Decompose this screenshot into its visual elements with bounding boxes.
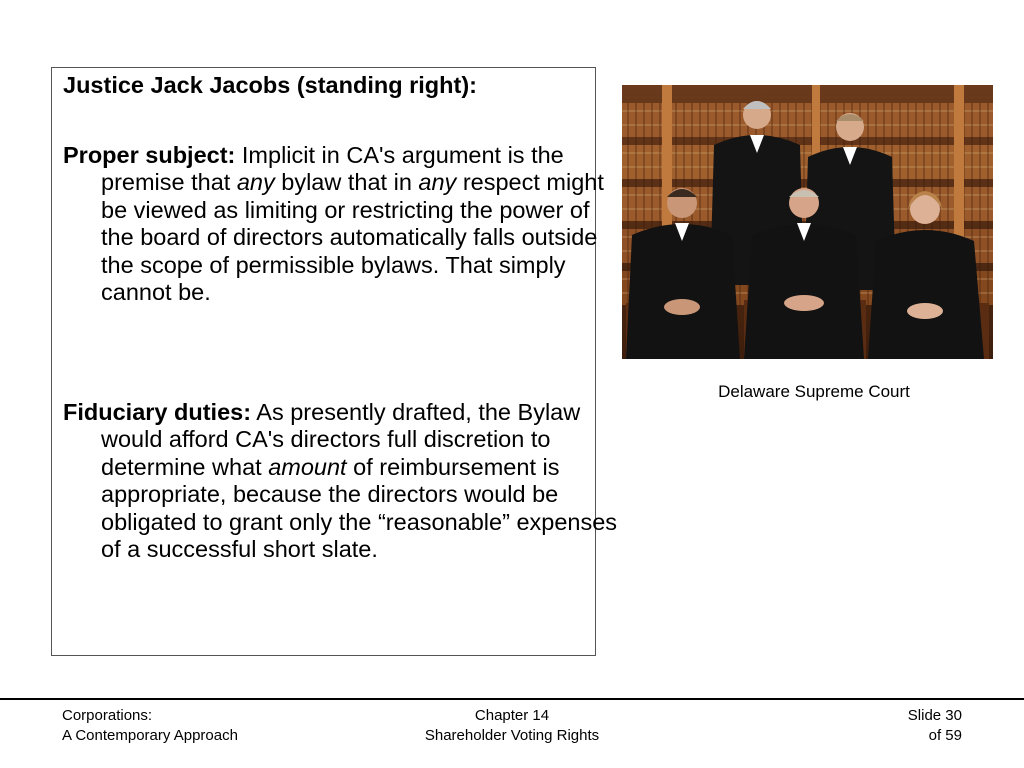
footer-right-line-2: of 59 [928,727,962,744]
para1-emphasis-2: any [418,169,457,196]
quote-text-box [51,67,618,656]
footer-divider [0,698,1024,700]
para2-text-2: of reimbursement is appropriate, because the directors would be obligated to grant only the “reasonable” expenses of a successful short slate. [101,453,618,563]
para1-emphasis-1: any [236,169,275,196]
para1-text-3: respect might be viewed as limiting or restricting the power of the board of directors automatically falls outside the scope of permissible bylaws. That simply cannot be. [101,169,604,306]
footer-chapter [380,706,644,746]
fiduciary-duties-paragraph [63,399,626,563]
footer-center-line-2: Shareholder Voting Rights [424,727,600,744]
para2-emphasis-1: amount [268,453,347,480]
footer-left-line-1: Corporations: [62,707,153,724]
para1-text-1: Implicit in CA's argument is the premise that [101,142,564,196]
slide-heading: Justice Jack Jacobs (standing right): [63,72,477,98]
proper-subject-label: Proper subject: [63,142,236,168]
proper-subject-paragraph [63,142,626,306]
fiduciary-duties-label: Fiduciary duties: [63,399,252,425]
footer-course-title [62,706,238,746]
footer-right-line-1: Slide 30 [907,707,962,724]
para1-text-2: bylaw that in [274,169,419,196]
para2-text-1: As presently drafted, the Bylaw would afford CA's directors full discretion to determine what [101,399,581,480]
photo-caption: Delaware Supreme Court [718,382,910,401]
footer-left-line-2: A Contemporary Approach [62,727,238,744]
court-justices-photo [622,85,993,359]
footer-slide-number [908,706,962,746]
footer-center-line-1: Chapter 14 [474,707,550,724]
